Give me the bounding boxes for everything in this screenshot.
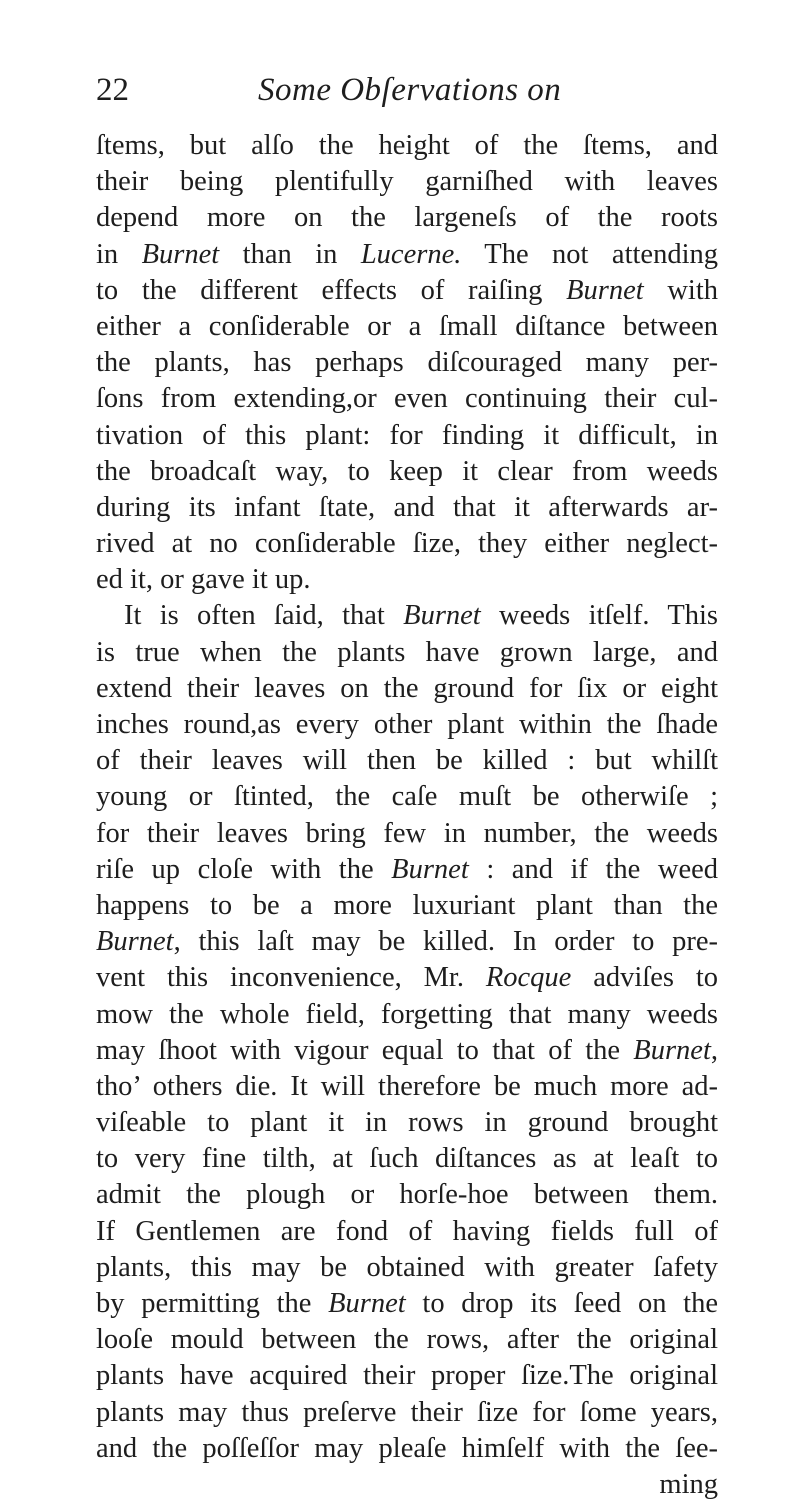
text-run: : and if the weed <box>468 853 718 885</box>
text-run: happens to be a more luxuriant plant than the <box>96 889 718 921</box>
text-run: to very fine tilth, at ſuch diſtances as at leaſt to <box>96 1143 718 1175</box>
text-run: in <box>96 238 142 270</box>
text-run: plants, this may be obtained with greater ſafety <box>96 1251 718 1283</box>
running-head <box>96 68 696 112</box>
text-line <box>96 1105 718 1141</box>
text-line <box>96 997 718 1033</box>
text-line <box>96 852 718 888</box>
text-run: plants have acquired their proper ſize.The original <box>96 1360 718 1392</box>
text-run: tho’ others die. It will therefore be much more ad- <box>96 1070 718 1102</box>
text-run: to drop its ſeed on the <box>405 1288 718 1319</box>
text-line <box>96 1177 718 1213</box>
text-run: , this laſt may be killed. In order to pre- <box>173 926 718 958</box>
text-run: their being plentifully garniſhed with leaves <box>96 166 718 198</box>
text-line <box>96 924 718 960</box>
text-run: mow the whole field, forgetting that many weeds <box>96 998 718 1030</box>
text-run: If Gentlemen are fond of having fields full of <box>96 1215 718 1247</box>
text-run: It is often ſaid, that <box>124 600 404 632</box>
text-run: the broadcaſt way, to keep it clear from weeds <box>96 455 718 487</box>
text-line <box>96 1141 718 1177</box>
text-line <box>96 707 718 743</box>
text-run: inches round,as every other plant within the ſhade <box>96 709 718 740</box>
text-line <box>96 381 718 417</box>
italic-run: Burnet <box>566 274 644 306</box>
text-line <box>96 1033 718 1069</box>
text-line <box>96 200 718 236</box>
text-run: plants may thus preſerve their ſize for ſome years, <box>96 1396 718 1428</box>
text-run: vent this inconvenience, Mr. <box>96 962 486 994</box>
italic-run: Rocque <box>485 962 572 994</box>
text-line <box>96 1286 718 1322</box>
italic-run: Burnet <box>633 1034 711 1066</box>
text-line <box>96 490 718 526</box>
text-line <box>96 635 718 671</box>
text-run: during its infant ſtate, and that it afterwards ar- <box>96 491 718 523</box>
italic-run: Lucerne. <box>360 238 462 270</box>
text-line <box>96 128 718 164</box>
text-line <box>96 1250 718 1286</box>
text-run: looſe mould between the rows, after the original <box>96 1324 718 1356</box>
text-run: with <box>643 274 718 306</box>
text-line <box>96 454 718 490</box>
body-text <box>96 128 718 1503</box>
text-run: young or ſtinted, the caſe muſt be otherwiſe ; <box>96 781 718 813</box>
text-run: rived at no conſiderable ſize, they either neglect- <box>96 528 718 560</box>
text-run: to the different effects of raiſing <box>96 274 567 306</box>
text-run: weeds itſelf. This <box>480 600 718 632</box>
text-line <box>96 671 718 707</box>
text-run: and the poſſeſſor may pleaſe himſelf with the ſee- <box>96 1432 718 1464</box>
page-number: 22 <box>96 72 129 108</box>
text-line <box>96 273 718 309</box>
text-run: admit the plough or horſe-hoe between them. <box>96 1179 718 1211</box>
text-line <box>96 779 718 815</box>
text-line <box>96 1431 718 1467</box>
text-run: viſeable to plant it in rows in ground brought <box>96 1107 718 1139</box>
text-line <box>96 1069 718 1105</box>
text-run: the plants, has perhaps diſcouraged many per- <box>96 347 718 379</box>
text-line <box>96 1322 718 1358</box>
text-run: by permitting the <box>96 1288 329 1319</box>
text-run: adviſes to <box>571 962 718 994</box>
text-run: depend more on the largeneſs of the roots <box>96 202 718 234</box>
text-line <box>96 526 718 562</box>
text-run: is true when the plants have grown large, and <box>96 636 718 668</box>
text-run: for their leaves bring few in number, the weeds <box>96 817 718 849</box>
text-run: tivation of this plant: for finding it difficult, in <box>96 419 718 451</box>
text-line <box>96 1214 718 1250</box>
text-line <box>96 237 718 273</box>
text-line <box>96 816 718 852</box>
catchword <box>96 1467 718 1503</box>
text-run: ming <box>659 1468 718 1500</box>
text-line <box>96 345 718 381</box>
text-line <box>96 1358 718 1394</box>
text-run: ed it, or gave it up. <box>96 564 311 596</box>
text-run: than in <box>219 238 361 270</box>
text-line <box>96 1395 718 1431</box>
text-line <box>96 743 718 779</box>
text-line <box>96 562 718 598</box>
text-run: ſtems, but alſo the height of the ſtems, and <box>96 130 718 161</box>
italic-run: Burnet <box>403 600 481 632</box>
italic-run: Burnet <box>141 238 220 270</box>
text-run: , <box>710 1034 718 1066</box>
text-run: may ſhoot with vigour equal to that of the <box>96 1034 634 1066</box>
text-run: ſons from extending,or even continuing their cul- <box>96 383 718 415</box>
italic-run: Burnet <box>328 1288 406 1319</box>
italic-run: Burnet <box>96 926 174 958</box>
text-line <box>96 888 718 924</box>
text-run: of their leaves will then be killed : but whilſt <box>96 745 718 777</box>
text-run: riſe up cloſe with the <box>96 853 392 885</box>
text-run: The not attending <box>461 238 718 270</box>
text-line <box>96 598 718 634</box>
italic-run: Burnet <box>391 853 469 885</box>
text-line <box>96 418 718 454</box>
text-line <box>96 960 718 996</box>
running-title: Some Obſervations on <box>258 72 562 108</box>
text-run: extend their leaves on the ground for ſix or eight <box>96 672 718 704</box>
text-line <box>96 164 718 200</box>
text-run: either a conſiderable or a ſmall diſtance between <box>96 310 718 342</box>
text-line <box>96 309 718 345</box>
